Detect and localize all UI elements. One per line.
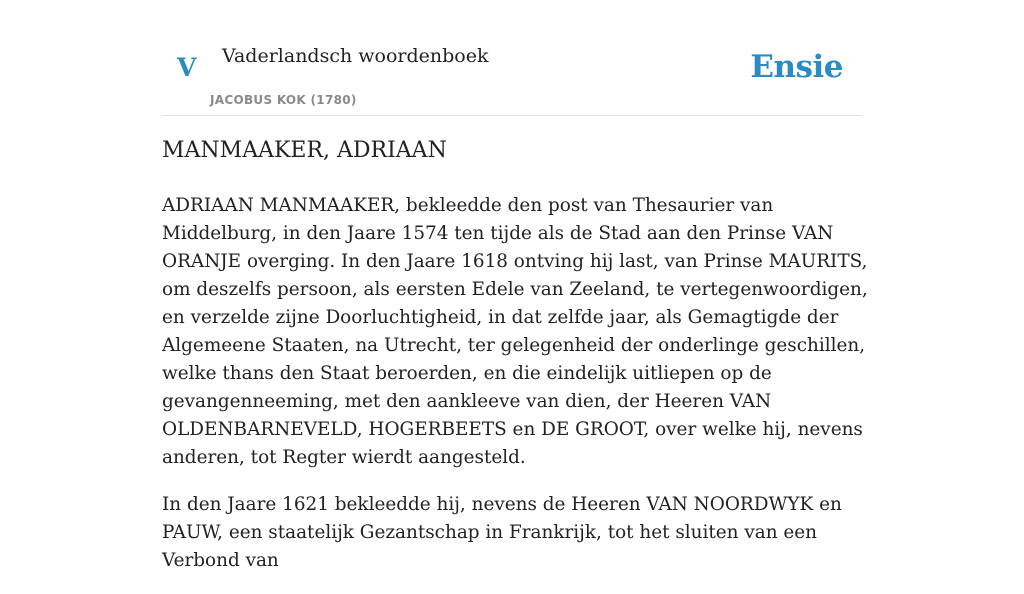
book-title-link[interactable]: Vaderlandsch woordenboek [222, 45, 489, 67]
ensie-logo-link[interactable]: Ensie [750, 49, 843, 85]
entry-paragraph: In den Jaare 1621 bekleedde hij, nevens de Heeren VAN NOORDWYK en PAUW, een staatelijk Gezantschap in Frankrijk, tot het sluiten van een Verbond van [162, 494, 842, 571]
entry-paragraph: ADRIAAN MANMAAKER, bekleedde den post van Thesaurier van Middelburg, in den Jaare 1574 ten tijde als de Stad aan den Prinse VAN ORANJE overging. In den Jaare 1618 ontving hij last, van Prinse MAURITS, om deszelfs persoon, als eersten Edele van Zeeland, te vertegenwoordigen, en verzelde zijne Doorluchtigheid, in dat zelfde jaar, als Gemagtigde der Algemeene Staaten, na Utrecht, ter gelegenheid der onderlinge geschillen, welke thans den Staat beroerden, en die eindelijk uitliepen op de gevangenneeming, met den aankleeve van dien, der Heeren VAN OLDENBARNEVELD, HOGERBEETS en DE GROOT, over welke hij, nevens anderen, tot Regter wierdt aangesteld. [162, 195, 868, 468]
letter-index-link[interactable]: V [177, 53, 197, 82]
entry-title: MANMAAKER, ADRIAAN [162, 138, 447, 163]
site-header [162, 0, 862, 116]
book-author: JACOBUS KOK (1780) [210, 93, 357, 107]
entry-body [162, 192, 868, 594]
